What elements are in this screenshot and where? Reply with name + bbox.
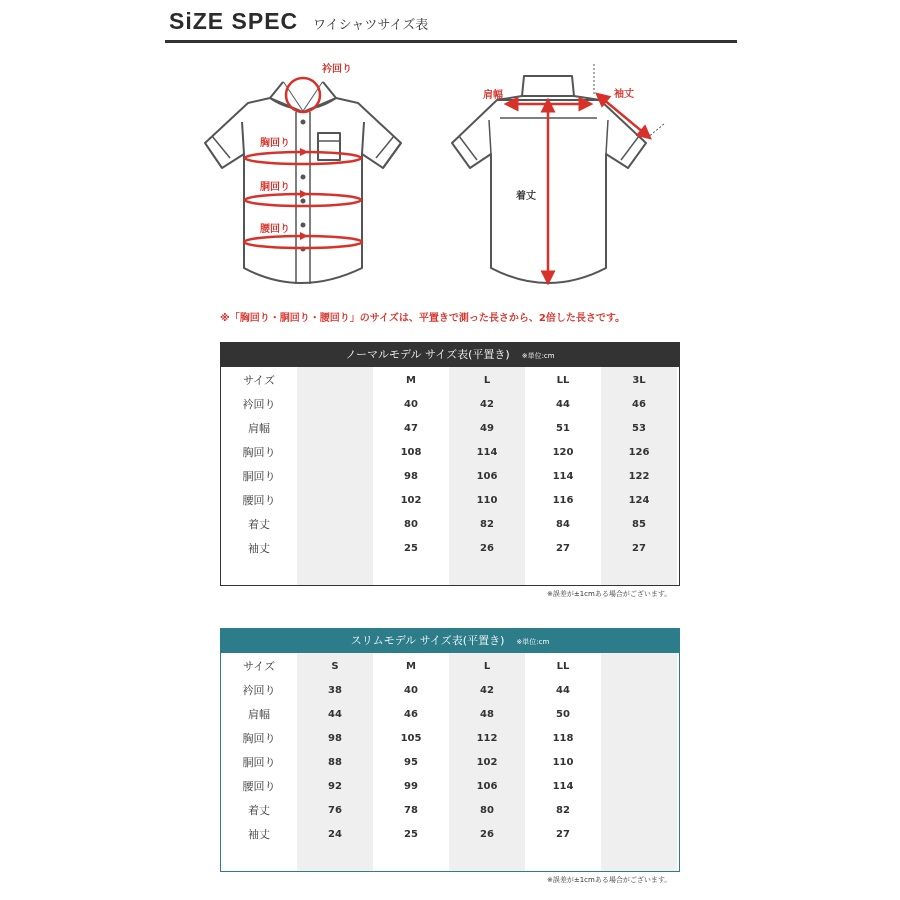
table-cell: 126: [628, 447, 650, 458]
table-cell: 114: [552, 471, 574, 482]
label-waist: 胴回り: [260, 182, 290, 193]
size-column-header: 3L: [632, 375, 646, 386]
table-cell: [297, 537, 373, 561]
table-cell: [601, 775, 677, 799]
table-cell: 26: [480, 543, 494, 554]
table-cell: 118: [552, 733, 574, 744]
size-column-header: [601, 655, 677, 679]
slim-table-title: スリムモデル サイズ表(平置き): [350, 634, 505, 647]
table-row: [221, 703, 679, 727]
normal-table-unit: ※単位:cm: [521, 352, 555, 360]
row-label: 肩幅: [248, 708, 270, 721]
table-cell: [601, 751, 677, 775]
table-header-row: [221, 369, 679, 393]
table-cell: 80: [404, 519, 418, 530]
table-row: [221, 393, 679, 417]
table-cell: 38: [328, 685, 342, 696]
table-cell: [601, 727, 677, 751]
table-cell: 102: [400, 495, 422, 506]
label-hip: 腰回り: [260, 224, 290, 235]
table-cell: 40: [404, 399, 418, 410]
table-cell: [297, 513, 373, 537]
table-cell: 40: [404, 685, 418, 696]
normal-table-header: [221, 342, 679, 367]
table-cell: [601, 703, 677, 727]
table-cell: 105: [400, 733, 422, 744]
table-cell: 25: [404, 829, 418, 840]
row-label: 腰回り: [242, 494, 276, 507]
label-shoulder: 肩幅: [483, 90, 503, 101]
table-row: [221, 537, 679, 561]
page-title: SiZE SPEC: [169, 8, 299, 34]
table-cell: 42: [480, 399, 494, 410]
table-cell: 114: [552, 781, 574, 792]
size-column-header: LL: [556, 375, 570, 386]
table-cell: [601, 679, 677, 703]
table-cell: 78: [404, 805, 418, 816]
measurement-note: ※「胸回り・胴回り・腰回り」のサイズは、平置きで測った長さから、2倍した長さです。: [220, 313, 626, 324]
table-row: [221, 775, 679, 799]
table-cell: 88: [328, 757, 342, 768]
shirt-measurement-diagram: [0, 0, 900, 330]
table-cell: 116: [552, 495, 574, 506]
row-label: 着丈: [248, 518, 270, 531]
size-column-header: S: [331, 661, 339, 672]
slim-size-table: [220, 628, 680, 872]
row-label: 衿回り: [242, 684, 276, 697]
table-row: [221, 465, 679, 489]
table-cell: 120: [552, 447, 574, 458]
label-chest: 胸回り: [260, 138, 290, 149]
table-cell: 98: [328, 733, 342, 744]
table-cell: [297, 489, 373, 513]
table-cell: 85: [632, 519, 646, 530]
size-column-header: L: [483, 661, 491, 672]
table-cell: 124: [628, 495, 650, 506]
table-cell: 108: [400, 447, 422, 458]
table-cell: 112: [476, 733, 498, 744]
table-row: [221, 823, 679, 847]
table-cell: 95: [404, 757, 418, 768]
table-row: [221, 679, 679, 703]
size-column-header: LL: [556, 661, 570, 672]
table-cell: 44: [556, 399, 570, 410]
label-sleeve: 袖丈: [614, 89, 634, 100]
table-cell: 76: [328, 805, 342, 816]
table-cell: 51: [556, 423, 570, 434]
table-cell: 44: [328, 709, 342, 720]
table-cell: 114: [476, 447, 498, 458]
table-cell: 102: [476, 757, 498, 768]
row-label: 衿回り: [242, 398, 276, 411]
table-cell: 27: [556, 829, 570, 840]
label-length: 着丈: [516, 191, 536, 202]
table-cell: [297, 465, 373, 489]
size-column-header: [297, 369, 373, 393]
table-cell: 92: [328, 781, 342, 792]
size-column-header: M: [406, 661, 416, 672]
table-cell: 82: [556, 805, 570, 816]
table-cell: [297, 417, 373, 441]
table-cell: 27: [632, 543, 646, 554]
normal-size-table: [220, 342, 680, 586]
table-header-row: [221, 655, 679, 679]
table-cell: 44: [556, 685, 570, 696]
table-cell: 46: [632, 399, 646, 410]
table-cell: 24: [328, 829, 342, 840]
normal-table-footnote: ※誤差が±1cmある場合がございます。: [547, 590, 672, 598]
row-label: 腰回り: [242, 780, 276, 793]
row-label: サイズ: [242, 660, 276, 673]
row-label: 胸回り: [242, 446, 276, 459]
table-row: [221, 489, 679, 513]
table-cell: 106: [476, 781, 498, 792]
table-row: [221, 513, 679, 537]
table-cell: 27: [556, 543, 570, 554]
table-cell: 49: [480, 423, 494, 434]
table-cell: 47: [404, 423, 418, 434]
table-cell: [601, 799, 677, 823]
row-label: 袖丈: [248, 828, 270, 841]
table-row: [221, 751, 679, 775]
table-cell: 25: [404, 543, 418, 554]
table-cell: 80: [480, 805, 494, 816]
table-cell: 42: [480, 685, 494, 696]
table-row: [221, 417, 679, 441]
table-cell: 110: [476, 495, 498, 506]
table-cell: 82: [480, 519, 494, 530]
table-cell: 110: [552, 757, 574, 768]
slim-table-header: [221, 628, 679, 653]
size-column-header: L: [483, 375, 491, 386]
page-subtitle: ワイシャツサイズ表: [313, 18, 429, 33]
slim-table-unit: ※単位:cm: [516, 638, 550, 646]
row-label: サイズ: [242, 374, 276, 387]
normal-table-title: ノーマルモデル サイズ表(平置き): [345, 348, 510, 361]
table-cell: 48: [480, 709, 494, 720]
row-label: 肩幅: [248, 422, 270, 435]
table-cell: [297, 393, 373, 417]
slim-table-footnote: ※誤差が±1cmある場合がございます。: [547, 876, 672, 884]
table-cell: [601, 823, 677, 847]
table-cell: 106: [476, 471, 498, 482]
table-cell: 122: [628, 471, 650, 482]
row-label: 着丈: [248, 804, 270, 817]
table-cell: 53: [632, 423, 646, 434]
label-collar: 衿回り: [322, 64, 352, 75]
row-label: 胴回り: [242, 470, 276, 483]
size-column-header: M: [406, 375, 416, 386]
table-cell: [297, 441, 373, 465]
table-cell: 50: [556, 709, 570, 720]
table-cell: 98: [404, 471, 418, 482]
table-row: [221, 727, 679, 751]
table-row: [221, 799, 679, 823]
row-label: 胸回り: [242, 732, 276, 745]
row-label: 胴回り: [242, 756, 276, 769]
table-cell: 26: [480, 829, 494, 840]
table-cell: 99: [404, 781, 418, 792]
table-cell: 46: [404, 709, 418, 720]
row-label: 袖丈: [248, 542, 270, 555]
table-row: [221, 441, 679, 465]
table-cell: 84: [556, 519, 570, 530]
